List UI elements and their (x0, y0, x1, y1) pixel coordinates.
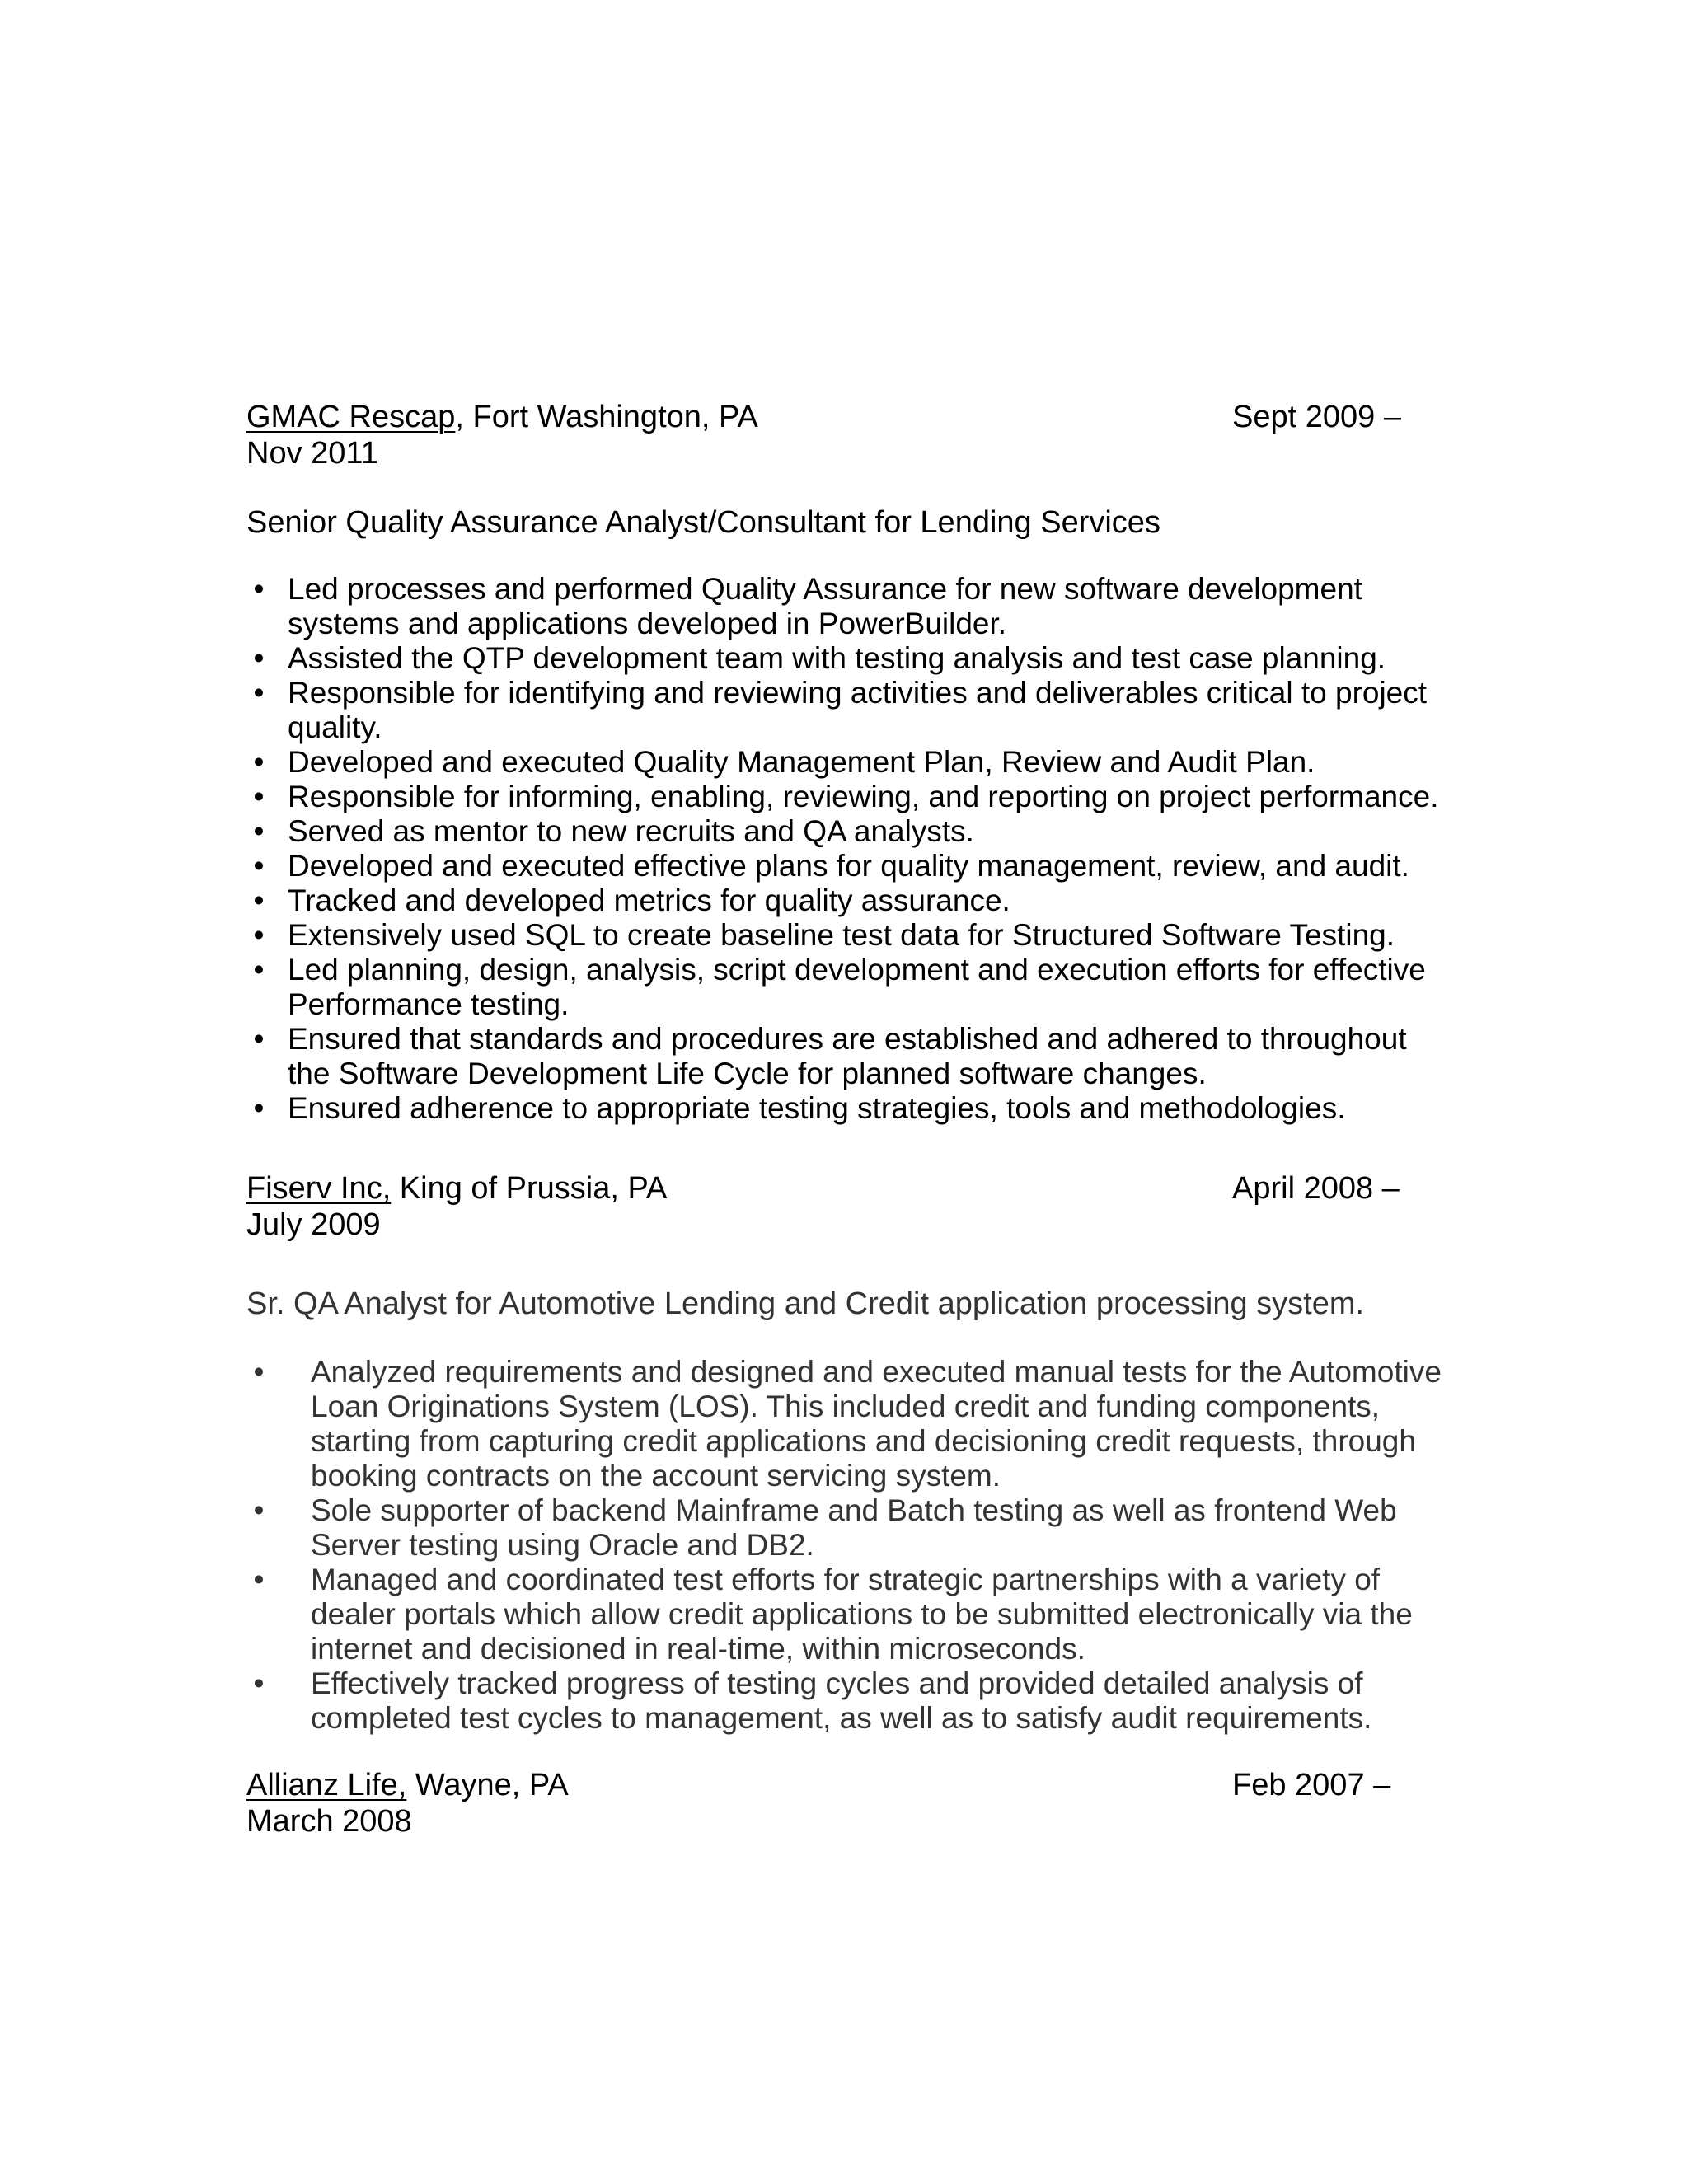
list-item-text: Ensured adherence to appropriate testing strategies, tools and methodologies. (288, 1091, 1346, 1125)
company-name: Allianz Life, (246, 1768, 407, 1802)
bullet-icon: • (253, 641, 265, 675)
list-item-text: Responsible for identifying and reviewing activities and deliverables critical to project quality. (288, 676, 1428, 744)
list-item (246, 918, 1442, 953)
date-end: Nov 2011 (246, 436, 378, 471)
list-item (246, 1563, 1448, 1666)
bullet-icon: • (253, 745, 265, 779)
job-role: Sr. QA Analyst for Automotive Lending and Credit application processing system. (246, 1286, 1365, 1321)
list-item (246, 1666, 1448, 1736)
list-item-text: Assisted the QTP development team with testing analysis and test case planning. (288, 641, 1386, 675)
list-item (246, 780, 1442, 814)
list-item-text: Sole supporter of backend Mainframe and Batch testing as well as frontend Web Server testing using Oracle and DB2. (311, 1493, 1397, 1562)
date-start: April 2008 – (1232, 1171, 1400, 1206)
list-item-text: Tracked and developed metrics for quality assurance. (288, 883, 1010, 917)
bullet-icon: • (253, 1022, 265, 1056)
list-item-text: Served as mentor to new recruits and QA analysts. (288, 814, 974, 848)
company-name: GMAC Rescap (246, 400, 456, 434)
list-item (246, 745, 1442, 780)
bullet-icon: • (253, 676, 265, 710)
list-item-text: Effectively tracked progress of testing cycles and provided detailed analysis of completed test cycles to management, as well as to satisfy audit requirements. (311, 1666, 1372, 1735)
list-item (246, 883, 1442, 918)
date-end: March 2008 (246, 1804, 412, 1839)
list-item-text: Responsible for informing, enabling, reviewing, and reporting on project performance. (288, 780, 1439, 813)
list-item (246, 641, 1442, 676)
job-entry-gmac (246, 399, 1450, 1126)
list-item (246, 1493, 1448, 1563)
list-item-text: Analyzed requirements and designed and executed manual tests for the Automotive Loan Originations System (LOS). This included credit and funding components, starting from capturing credit applications and decisioning credit requests, through booking contracts on the account servicing system. (311, 1355, 1442, 1493)
bullet-icon: • (253, 1355, 265, 1389)
list-item-text: Led planning, design, analysis, script development and execution efforts for effective Performance testing. (288, 953, 1426, 1021)
list-item (246, 953, 1442, 1022)
date-end: July 2009 (246, 1207, 381, 1242)
company-name: Fiserv Inc, (246, 1171, 392, 1206)
list-item-text: Developed and executed Quality Management Plan, Review and Audit Plan. (288, 745, 1315, 779)
job-entry-fiserv (246, 1170, 1450, 1736)
bullet-icon: • (253, 1666, 265, 1700)
list-item-text: Extensively used SQL to create baseline test data for Structured Software Testing. (288, 918, 1395, 952)
date-start: Feb 2007 – (1232, 1768, 1391, 1802)
job-header (246, 399, 1450, 471)
list-item (246, 676, 1442, 745)
list-item (246, 814, 1442, 849)
bullet-icon: • (253, 849, 265, 883)
list-item-text: Developed and executed effective plans for quality management, review, and audit. (288, 849, 1409, 883)
bullet-icon: • (253, 1563, 265, 1596)
job-role: Senior Quality Assurance Analyst/Consultant for Lending Services (246, 505, 1160, 540)
company-location: Wayne, PA (406, 1768, 569, 1802)
list-item-text: Managed and coordinated test efforts for strategic partnerships with a variety of dealer portals which allow credit applications to be submitted electronically via the internet and decisioned in real-time, within microseconds. (311, 1563, 1413, 1666)
job-entry-allianz (246, 1767, 1450, 1840)
bullet-icon: • (253, 918, 265, 952)
company-location: , Fort Washington, PA (455, 400, 758, 434)
list-item (246, 572, 1442, 641)
bullet-icon: • (253, 883, 265, 917)
responsibility-list (246, 572, 1450, 1126)
bullet-icon: • (253, 1091, 265, 1125)
bullet-icon: • (253, 1493, 265, 1527)
list-item-text: Ensured that standards and procedures are established and adhered to throughout the Software Development Life Cycle for planned software changes. (288, 1022, 1407, 1090)
bullet-icon: • (253, 780, 265, 813)
company-location: King of Prussia, PA (391, 1171, 668, 1206)
bullet-icon: • (253, 814, 265, 848)
list-item (246, 1355, 1448, 1493)
responsibility-list (246, 1355, 1450, 1736)
bullet-icon: • (253, 953, 265, 987)
list-item-text: Led processes and performed Quality Assurance for new software development systems and applications developed in PowerBuilder. (288, 572, 1362, 640)
list-item (246, 1022, 1442, 1091)
list-item (246, 849, 1442, 883)
date-start: Sept 2009 – (1232, 400, 1401, 434)
bullet-icon: • (253, 572, 265, 606)
job-header (246, 1767, 1450, 1840)
job-header (246, 1170, 1450, 1243)
list-item (246, 1091, 1442, 1126)
